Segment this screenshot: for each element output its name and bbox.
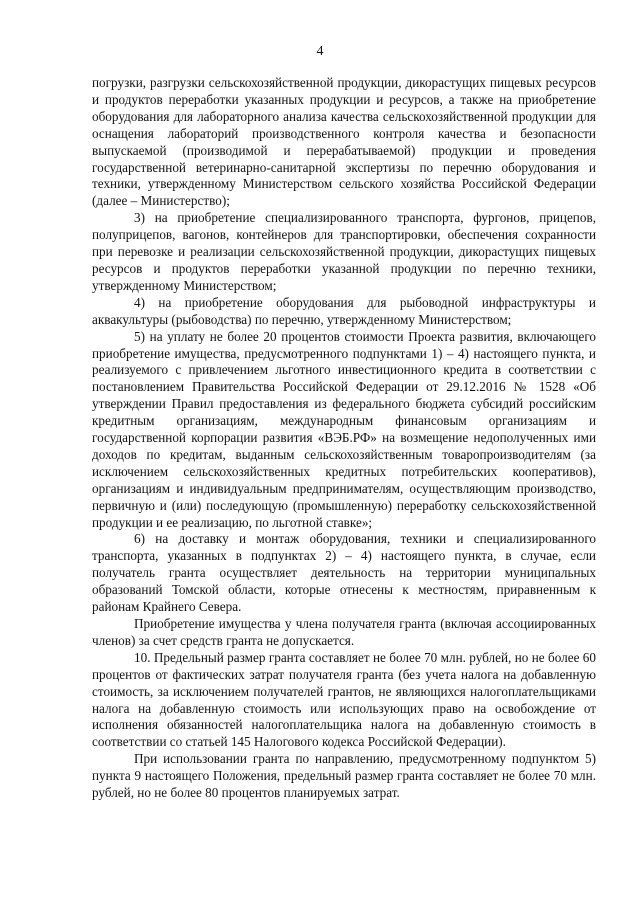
paragraph-property-restriction: Приобретение имущества у члена получателя гранта (включая ассоциированных членов) за счет средств гранта не допускается. <box>92 616 596 648</box>
paragraph-item-5: 5) на уплату не более 20 процентов стоимости Проекта развития, включающего приобретение имущества, предусмотренного подпунктами 1) – 4) настоящего пункта, и реализуемого с привлечением льготного инвестиционного кредита в соответствии с постановлением Правительства Российской Федерации от 29.12.2016 № 1528 «Об утверждении Правил предоставления из федерального бюджета субсидий российским кредитным организациям, международным финансовым организациям и государственной корпорации развития «ВЭБ.РФ» на возмещение недополученных ими доходов по кредитам, выданным сельскохозяйственным товаропроизводителям (за исключением сельскохозяйственных кредитных потребительских кооперативов), организациям и индивидуальным предпринимателям, осуществляющим производство, первичную и (или) последующую (промышленную) переработку сельскохозяйственной продукции и ее реализацию, по льготной ставке»; <box>92 328 596 530</box>
paragraph-grant-limit: При использовании гранта по направлению, предусмотренному подпунктом 5) пункта 9 настоящего Положения, предельный размер гранта составляет не более 70 млн. рублей, но не более 80 процентов планируемых затрат. <box>92 751 596 801</box>
document-body <box>92 75 596 802</box>
page-number: 4 <box>316 44 324 59</box>
paragraph-clause-10: 10. Предельный размер гранта составляет не более 70 млн. рублей, но не более 60 процентов от фактических затрат получателя гранта (без учета налога на добавленную стоимость, за исключением получателей грантов, не являющихся налогоплательщиками налога на добавленную стоимость или использующих право на освобождение от исполнения обязанностей налогоплательщика налога на добавленную стоимость в соответствии со статьей 145 Налогового кодекса Российской Федерации). <box>92 649 596 750</box>
paragraph-item-4: 4) на приобретение оборудования для рыбоводной инфраструктуры и аквакультуры (рыбоводства) по перечню, утвержденному Министерством; <box>92 294 596 327</box>
paragraph-item-3: 3) на приобретение специализированного транспорта, фургонов, прицепов, полуприцепов, вагонов, контейнеров для транспортировки, обеспечения сохранности при перевозке и реализации сельскохозяйственной продукции, дикорастущих пищевых ресурсов и продуктов переработки указанной продукции по перечню техники, утвержденному Министерством; <box>92 210 596 293</box>
paragraph-continuation: погрузки, разгрузки сельскохозяйственной продукции, дикорастущих пищевых ресурсов и продуктов переработки указанных продукции и ресурсов, а также на приобретение оборудования для лабораторного анализа качества сельскохозяйственной продукции для оснащения лабораторий производственного контроля качества и безопасности выпускаемой (производимой и перерабатываемой) продукции и проведения государственной ветеринарно-санитарной экспертизы по перечню оборудования и техники, утвержденному Министерством сельского хозяйства Российской Федерации (далее – Министерство); <box>92 75 596 209</box>
paragraph-item-6: 6) на доставку и монтаж оборудования, техники и специализированного транспорта, указанных в подпунктах 2) – 4) настоящего пункта, в случае, если получатель гранта осуществляет деятельность на территории муниципальных образований Томской области, которые отнесены к местностям, приравненным к районам Крайнего Севера. <box>92 531 596 615</box>
